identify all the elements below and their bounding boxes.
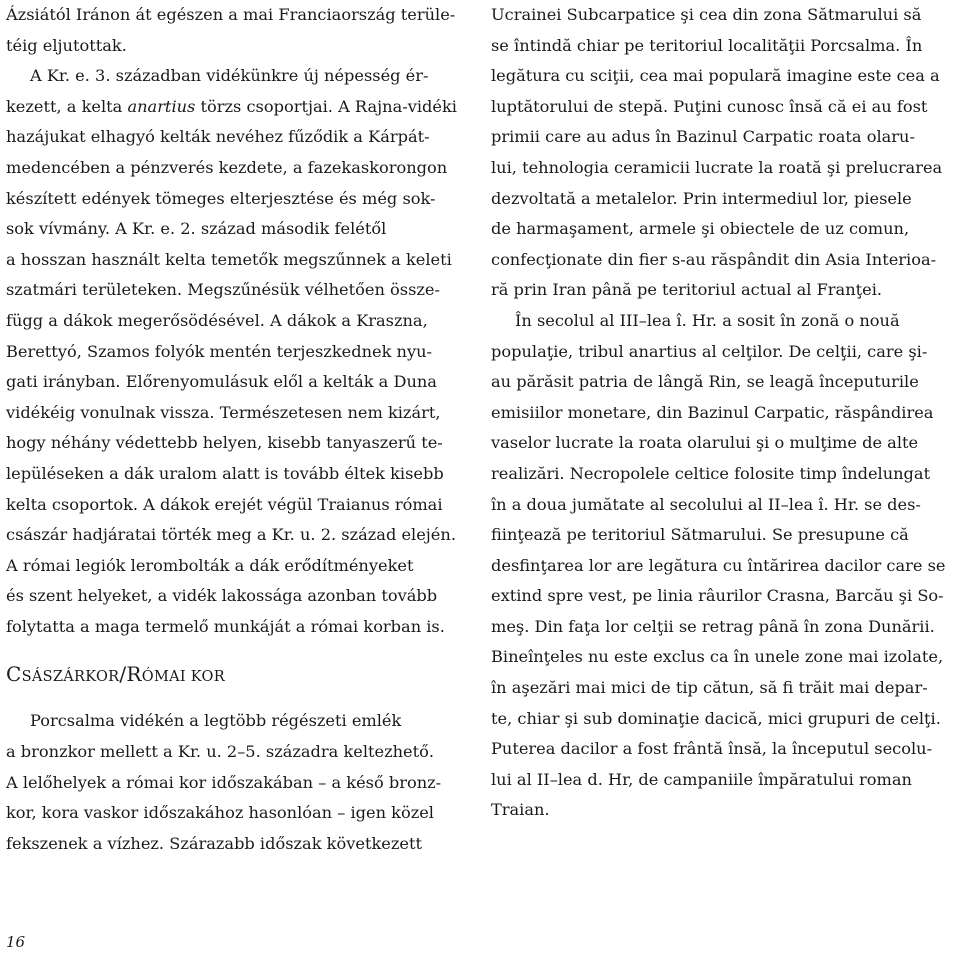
text-line: legătura cu sciţii, cea mai populară imagine este cea a bbox=[491, 66, 940, 86]
text-line: În secolul al III–lea î. Hr. a sosit în zonă o nouă bbox=[515, 310, 900, 330]
text-line: fiinţează pe teritoriul Sătmarului. Se presupune că bbox=[491, 525, 909, 545]
text-line: Traian. bbox=[491, 800, 550, 820]
text-line: au părăsit patria de lângă Rin, se leagă începuturile bbox=[491, 372, 919, 392]
text-line: se întindă chiar pe teritoriul localităţii Porcsalma. În bbox=[491, 35, 923, 55]
text-line: Ázsiától Iránon át egészen a mai Franciaország terüle- bbox=[6, 5, 456, 24]
text-line: populaţie, tribul anartius al celţilor. De celţii, care şi- bbox=[491, 341, 928, 361]
text-line: dezvoltată a metalelor. Prin intermediul lor, piesele bbox=[491, 188, 912, 208]
text-line: luptătorului de stepă. Puţini cunosc însă că ei au fost bbox=[491, 96, 928, 116]
right-column-romanian bbox=[491, 0, 957, 826]
text-line: gati irányban. Előrenyomulásuk elől a kelták a Duna bbox=[6, 372, 437, 392]
text-line: szatmári területeken. Megszűnésük vélhetően össze- bbox=[6, 280, 440, 300]
text-line: függ a dákok megerősödésével. A dákok a Kraszna, bbox=[6, 310, 428, 330]
text-line: lui, tehnologia ceramicii lucrate la roată şi prelucrarea bbox=[491, 157, 943, 177]
text-line: vaselor lucrate la roata olarului şi o mulţime de alte bbox=[491, 433, 919, 453]
text-line: A római legiók lerombolták a dák erődítményeket bbox=[6, 555, 414, 575]
text-line: Bineînţeles nu este exclus ca în unele zone mai izolate, bbox=[491, 647, 944, 667]
heading-separator: / bbox=[119, 662, 127, 687]
text-line: în a doua jumătate al secolului al II–lea î. Hr. se des- bbox=[491, 494, 921, 514]
text-line: ră prin Iran până pe teritoriul actual al Franţei. bbox=[491, 280, 883, 300]
text-line: extind spre vest, pe linia râurilor Crasna, Barcău şi So- bbox=[491, 586, 944, 606]
section-heading bbox=[6, 652, 468, 696]
text-line: császár hadjáratai törték meg a Kr. u. 2. század elején. bbox=[6, 525, 456, 545]
text-line: A lelőhelyek a római kor időszakában – a késő bronz- bbox=[6, 772, 442, 792]
text-line: te, chiar şi sub dominaţie dacică, mici grupuri de celţi. bbox=[491, 708, 941, 728]
text-line: confecţionate din fier s-au răspândit din Asia Interioa- bbox=[491, 249, 937, 269]
text-line: lepüléseken a dák uralom alatt is tovább éltek kisebb bbox=[6, 463, 444, 483]
text-line: hazájukat elhagyó kelták nevéhez fűződik a Kárpát- bbox=[6, 127, 430, 147]
text-line: folytatta a maga termelő munkáját a római korban is. bbox=[6, 616, 445, 636]
left-paragraphs-before-heading bbox=[6, 0, 468, 642]
right-paragraphs bbox=[491, 0, 957, 826]
text-line: vidékéig vonulnak vissza. Természetesen nem kizárt, bbox=[6, 402, 441, 422]
text-line: készített edények tömeges elterjesztése és még sok- bbox=[6, 188, 436, 208]
text-line: A Kr. e. 3. században vidékünkre új népesség ér- bbox=[30, 66, 429, 86]
heading-rest-1: SÁSZÁRKOR bbox=[21, 669, 120, 686]
text-line: a bronzkor mellett a Kr. u. 2–5. századra keltezhető. bbox=[6, 742, 435, 762]
text-line: lui al II–lea d. Hr, de campaniile împăratului roman bbox=[491, 769, 912, 789]
text-line: Ucrainei Subcarpatice şi cea din zona Sătmarului să bbox=[491, 5, 922, 24]
text-line: a hosszan használt kelta temetők megszűnnek a keleti bbox=[6, 249, 452, 269]
text-line: Puterea dacilor a fost frântă însă, la începutul secolu- bbox=[491, 739, 933, 759]
text-line: primii care au adus în Bazinul Carpatic roata olaru- bbox=[491, 127, 915, 147]
text-line: fekszenek a vízhez. Szárazabb időszak következett bbox=[6, 833, 422, 853]
heading-initial-2: R bbox=[126, 662, 142, 687]
text-line: realizări. Necropolele celtice folosite timp îndelungat bbox=[491, 463, 931, 483]
text-line: emisiilor monetare, din Bazinul Carpatic, răspândirea bbox=[491, 402, 934, 422]
page-number: 16 bbox=[6, 933, 26, 951]
text-line: és szent helyeket, a vidék lakossága azonban tovább bbox=[6, 586, 438, 606]
heading-rest-2: ÓMAI KOR bbox=[141, 669, 225, 686]
heading-initial-1: C bbox=[6, 662, 22, 687]
left-paragraphs-after-heading bbox=[6, 706, 468, 859]
text-line: desfinţarea lor are legătura cu întărirea dacilor care se bbox=[491, 555, 946, 575]
text-line: kezett, a kelta anartius törzs csoportjai. A Rajna-vidéki bbox=[6, 96, 457, 116]
text-line: în aşezări mai mici de tip cătun, să fi trăit mai depar- bbox=[491, 678, 928, 698]
text-line: sok vívmány. A Kr. e. 2. század második felétől bbox=[6, 219, 387, 239]
tribe-name-italic: anartius bbox=[127, 96, 196, 116]
text-line: hogy néhány védettebb helyen, kisebb tanyaszerű te- bbox=[6, 433, 443, 453]
left-column-hungarian bbox=[6, 0, 468, 859]
text-line: Porcsalma vidékén a legtöbb régészeti emlék bbox=[30, 711, 402, 731]
text-line: kelta csoportok. A dákok erejét végül Traianus római bbox=[6, 494, 443, 514]
text-line: téig eljutottak. bbox=[6, 35, 127, 55]
text-line: medencében a pénzverés kezdete, a fazekaskorongon bbox=[6, 157, 448, 177]
text-line: Berettyó, Szamos folyók mentén terjeszkednek nyu- bbox=[6, 341, 433, 361]
text-line: meş. Din faţa lor celţii se retrag până în zona Dunării. bbox=[491, 616, 935, 636]
text-line: kor, kora vaskor időszakához hasonlóan – igen közel bbox=[6, 803, 434, 823]
text-line: de harmaşament, armele şi obiectele de uz comun, bbox=[491, 219, 910, 239]
